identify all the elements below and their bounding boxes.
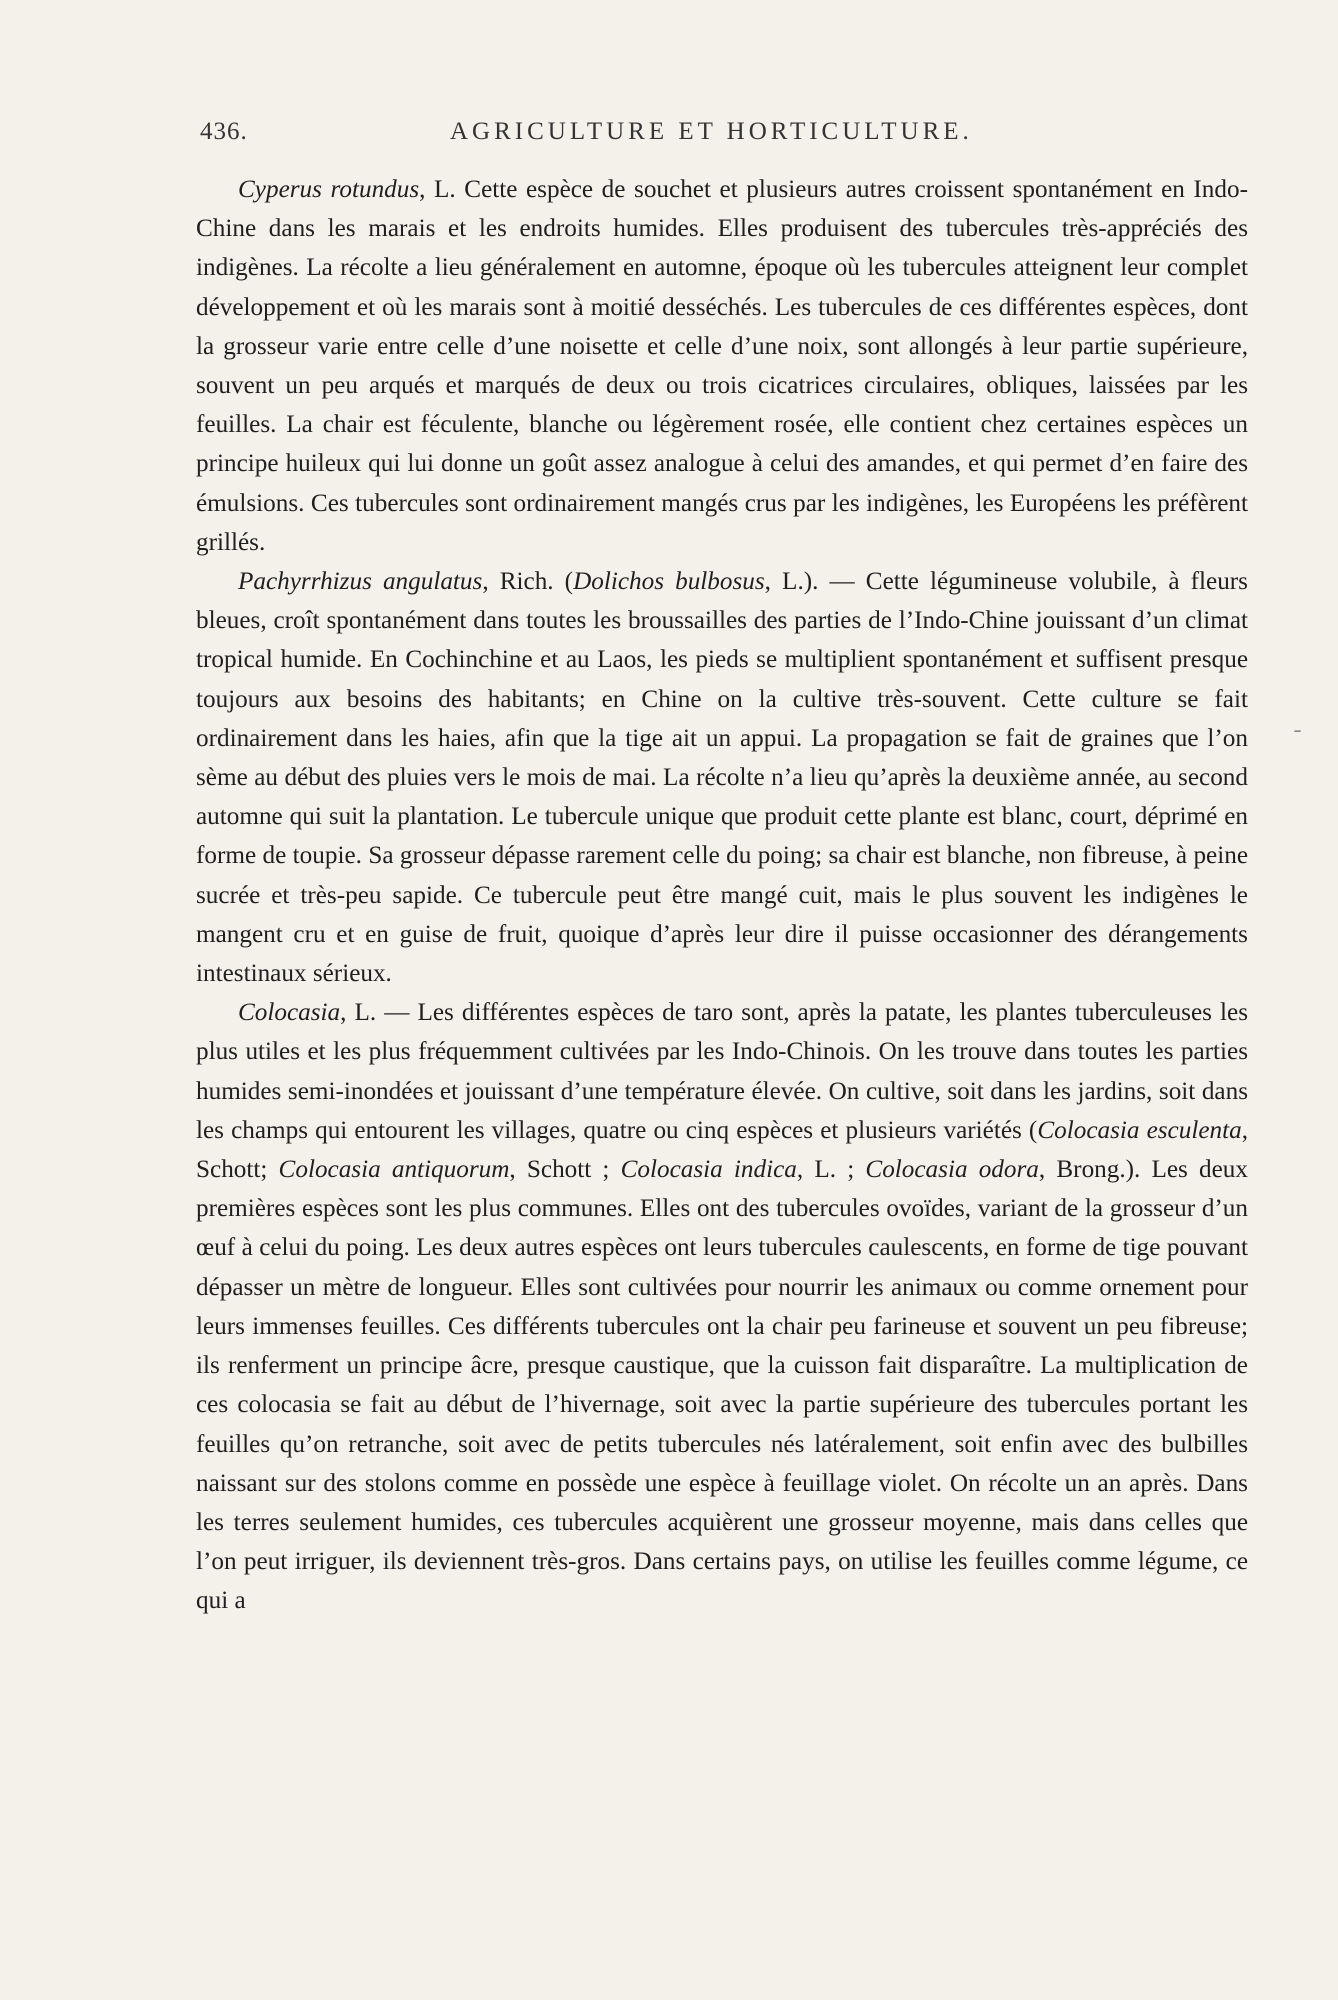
running-title: AGRICULTURE ET HORTICULTURE. xyxy=(450,118,973,145)
text-run: , L. Cette espèce de souchet et plusieurs autres croissent spontanément en Indo-Chine dans les marais et les endroits humides. Elles produisent des tubercules très-appréciés des indigènes. La récolte a lieu généralement en automne, époque où les tubercules atteignent leur complet développement et où les marais sont à moitié desséchés. Les tubercules de ces différentes espèces, dont la grosseur varie entre celle d’une noisette et celle d’une noix, sont allongés à leur partie supérieure, souvent un peu arqués et marqués de deux ou trois cicatrices circulaires, obliques, laissées par les feuilles. La chair est féculente, blanche ou légèrement rosée, elle contient chez certaines espèces un principe huileux qui lui donne un goût assez analogue à celui des amandes, et qui permet d’en faire des émulsions. Ces tubercules sont ordinairement mangés crus par les indigènes, les Européens les préfèrent grillés. xyxy=(196,176,1248,556)
page-number: 436. xyxy=(200,118,248,145)
italic-term: Colocasia antiquorum xyxy=(278,1156,510,1184)
italic-term: Colocasia esculenta xyxy=(1037,1116,1242,1144)
text-run: , L. — Les différentes espèces de taro sont, après la patate, les plantes tuberculeuses les plus utiles et les plus fréquemment cultivées par les Indo-Chinois. On les trouve dans toutes les parties humides semi-inondées et jouissant d’une température élevée. On cultive, soit dans les jardins, soit dans les champs qui entourent les villages, quatre ou cinq espèces et plusieurs variétés ( xyxy=(196,999,1248,1144)
text-run: , Rich. ( xyxy=(482,568,574,596)
text-run: , Brong.). Les deux premières espèces sont les plus communes. Elles ont des tubercules ovoïdes, variant de la grosseur d’un œuf à celui du poing. Les deux autres espèces ont leurs tubercules caulescents, en forme de tige pouvant dépasser un mètre de longueur. Elles sont cultivées pour nourrir les animaux ou comme ornement pour leurs immenses feuilles. Ces différents tubercules ont la chair peu farineuse et souvent un peu fibreuse; ils renferment un principe âcre, presque caustique, que la cuisson fait disparaître. La multiplication de ces colocasia se fait au début de l’hivernage, soit avec la partie supérieure des tubercules portant les feuilles qu’on retranche, soit avec de petits tubercules nés latéralement, soit enfin avec des bulbilles naissant sur des stolons comme en possède une espèce à feuillage violet. On récolte un an après. Dans les terres seulement humides, ces tubercules acquièrent une grosseur moyenne, mais dans celles que l’on peut irriguer, ils deviennent très-gros. Dans certains pays, on utilise les feuilles comme légume, ce qui a xyxy=(196,1156,1248,1615)
text-run: , L.). — Cette légumineuse volubile, à fleurs bleues, croît spontanément dans toutes les broussailles des parties de l’Indo-Chine jouissant d’un climat tropical humide. En Cochinchine et au Laos, les pieds se multiplient spontanément et suffisent presque toujours aux besoins des habitants; en Chine on la cultive très-souvent. Cette culture se fait ordinairement dans les haies, afin que la tige ait un appui. La propagation se fait de graines que l’on sème au début des pluies vers le mois de mai. La récolte n’a lieu qu’après la deuxième année, au second automne qui suit la plantation. Le tubercule unique que produit cette plante est blanc, court, déprimé en forme de toupie. Sa grosseur dépasse rarement celle du poing; sa chair est blanche, non fibreuse, à peine sucrée et très-peu sapide. Ce tubercule peut être mangé cuit, mais le plus souvent les indigènes le mangent cru et en guise de fruit, quoique d’après leur dire il puisse occasionner des dérangements intestinaux sérieux. xyxy=(196,568,1248,988)
italic-term: Colocasia odora xyxy=(865,1156,1039,1184)
italic-term: Pachyrrhizus angulatus xyxy=(238,568,483,596)
paragraph-colocasia xyxy=(196,993,1248,1620)
body-text xyxy=(196,170,1248,1621)
page-header xyxy=(200,118,1250,158)
text-run: , Schott; xyxy=(196,1116,1248,1184)
paragraph-pachyrrhizus xyxy=(196,562,1248,993)
text-run: , L. ; xyxy=(796,1156,866,1184)
margin-mark: ˉ xyxy=(1292,728,1303,753)
italic-term: Cyperus rotundus xyxy=(238,176,420,203)
text-run: , Schott ; xyxy=(509,1156,621,1184)
italic-term: Colocasia indica xyxy=(620,1156,797,1184)
italic-term: Dolichos bulbosus xyxy=(573,568,765,596)
italic-term: Colocasia xyxy=(238,999,341,1027)
paragraph-cyperus xyxy=(196,170,1248,562)
